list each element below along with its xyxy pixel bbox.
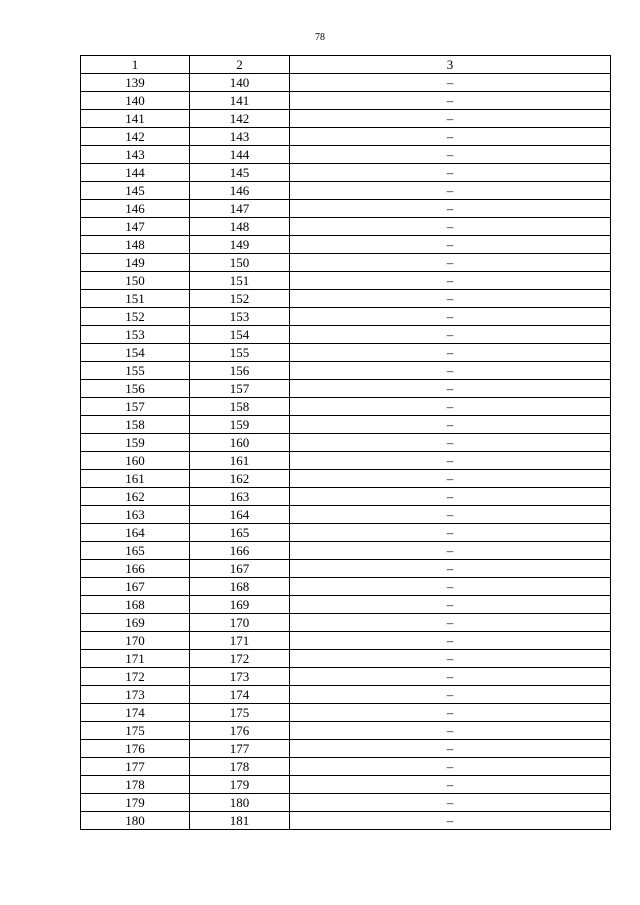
- table-cell-col1: 154: [81, 344, 190, 362]
- table-cell-col3: –: [290, 200, 611, 218]
- table-row: [81, 344, 611, 362]
- table-cell-col1: 152: [81, 308, 190, 326]
- table-row: [81, 200, 611, 218]
- table-row: [81, 524, 611, 542]
- table-cell-col1: 157: [81, 398, 190, 416]
- page-number: 78: [315, 32, 325, 43]
- table-cell-col3: –: [290, 398, 611, 416]
- table-row: [81, 722, 611, 740]
- table-cell-col3: –: [290, 524, 611, 542]
- table-row: [81, 254, 611, 272]
- table-row: [81, 416, 611, 434]
- table-cell-col1: 164: [81, 524, 190, 542]
- table-cell-col3: –: [290, 452, 611, 470]
- table-cell-col1: 163: [81, 506, 190, 524]
- table-row: [81, 380, 611, 398]
- table-cell-col2: 169: [190, 596, 290, 614]
- table-cell-col2: 150: [190, 254, 290, 272]
- table-cell-col3: –: [290, 308, 611, 326]
- table-cell-col2: 161: [190, 452, 290, 470]
- table-cell-col3: –: [290, 128, 611, 146]
- table-row: [81, 128, 611, 146]
- table-cell-col2: 163: [190, 488, 290, 506]
- table-row: [81, 110, 611, 128]
- table-cell-col2: 158: [190, 398, 290, 416]
- table-cell-col3: –: [290, 164, 611, 182]
- column-header-1: 1: [81, 56, 190, 74]
- table-cell-col3: –: [290, 74, 611, 92]
- table-cell-col1: 172: [81, 668, 190, 686]
- table-cell-col3: –: [290, 812, 611, 830]
- table-row: [81, 632, 611, 650]
- table-cell-col2: 144: [190, 146, 290, 164]
- table-cell-col3: –: [290, 470, 611, 488]
- table-row: [81, 218, 611, 236]
- table-cell-col3: –: [290, 182, 611, 200]
- table-cell-col3: –: [290, 218, 611, 236]
- table-cell-col3: –: [290, 560, 611, 578]
- table-row: [81, 686, 611, 704]
- table-body: [81, 74, 611, 830]
- table-cell-col1: 169: [81, 614, 190, 632]
- table-cell-col1: 177: [81, 758, 190, 776]
- table-cell-col1: 178: [81, 776, 190, 794]
- table-cell-col2: 165: [190, 524, 290, 542]
- table-cell-col2: 171: [190, 632, 290, 650]
- table-cell-col1: 176: [81, 740, 190, 758]
- table-row: [81, 758, 611, 776]
- table-header-row: [81, 56, 611, 74]
- table-cell-col3: –: [290, 272, 611, 290]
- table-cell-col2: 175: [190, 704, 290, 722]
- table-cell-col2: 167: [190, 560, 290, 578]
- table-cell-col3: –: [290, 542, 611, 560]
- table-cell-col2: 147: [190, 200, 290, 218]
- table-cell-col3: –: [290, 614, 611, 632]
- table-cell-col2: 166: [190, 542, 290, 560]
- table-cell-col1: 168: [81, 596, 190, 614]
- table-row: [81, 740, 611, 758]
- table-cell-col2: 157: [190, 380, 290, 398]
- table-cell-col1: 173: [81, 686, 190, 704]
- table-row: [81, 290, 611, 308]
- table-cell-col2: 172: [190, 650, 290, 668]
- table-cell-col1: 165: [81, 542, 190, 560]
- table-cell-col1: 153: [81, 326, 190, 344]
- table-row: [81, 146, 611, 164]
- table-row: [81, 596, 611, 614]
- table-cell-col1: 150: [81, 272, 190, 290]
- table-row: [81, 308, 611, 326]
- table-row: [81, 92, 611, 110]
- table-cell-col2: 155: [190, 344, 290, 362]
- table-cell-col1: 175: [81, 722, 190, 740]
- table-cell-col2: 179: [190, 776, 290, 794]
- table-row: [81, 488, 611, 506]
- table-cell-col1: 155: [81, 362, 190, 380]
- table-cell-col1: 139: [81, 74, 190, 92]
- table-cell-col2: 159: [190, 416, 290, 434]
- table-row: [81, 794, 611, 812]
- table-cell-col3: –: [290, 92, 611, 110]
- table-cell-col1: 167: [81, 578, 190, 596]
- table-cell-col1: 144: [81, 164, 190, 182]
- table-cell-col2: 178: [190, 758, 290, 776]
- table-cell-col2: 174: [190, 686, 290, 704]
- table-row: [81, 434, 611, 452]
- table-cell-col2: 156: [190, 362, 290, 380]
- column-header-2: 2: [190, 56, 290, 74]
- table-cell-col3: –: [290, 794, 611, 812]
- table-cell-col3: –: [290, 704, 611, 722]
- table-cell-col1: 160: [81, 452, 190, 470]
- table-cell-col3: –: [290, 326, 611, 344]
- table-cell-col1: 142: [81, 128, 190, 146]
- table-cell-col1: 166: [81, 560, 190, 578]
- table-cell-col1: 174: [81, 704, 190, 722]
- table-cell-col3: –: [290, 740, 611, 758]
- table-row: [81, 614, 611, 632]
- data-table: [80, 55, 611, 830]
- table-row: [81, 542, 611, 560]
- table-row: [81, 650, 611, 668]
- table-row: [81, 776, 611, 794]
- table-cell-col2: 176: [190, 722, 290, 740]
- table-cell-col2: 153: [190, 308, 290, 326]
- table-cell-col1: 149: [81, 254, 190, 272]
- table-cell-col3: –: [290, 290, 611, 308]
- table-cell-col2: 180: [190, 794, 290, 812]
- table-cell-col1: 141: [81, 110, 190, 128]
- table-row: [81, 362, 611, 380]
- table-cell-col2: 181: [190, 812, 290, 830]
- table-cell-col1: 170: [81, 632, 190, 650]
- table-cell-col2: 140: [190, 74, 290, 92]
- table-cell-col3: –: [290, 254, 611, 272]
- table-cell-col3: –: [290, 236, 611, 254]
- table-cell-col2: 151: [190, 272, 290, 290]
- table-cell-col1: 171: [81, 650, 190, 668]
- table-row: [81, 578, 611, 596]
- column-header-3: 3: [290, 56, 611, 74]
- table-row: [81, 812, 611, 830]
- table-cell-col3: –: [290, 632, 611, 650]
- table-cell-col3: –: [290, 146, 611, 164]
- table-cell-col2: 162: [190, 470, 290, 488]
- table-row: [81, 506, 611, 524]
- table-cell-col3: –: [290, 596, 611, 614]
- table-cell-col1: 147: [81, 218, 190, 236]
- table-row: [81, 182, 611, 200]
- table-cell-col1: 148: [81, 236, 190, 254]
- table-cell-col3: –: [290, 722, 611, 740]
- table-cell-col3: –: [290, 110, 611, 128]
- table-cell-col1: 140: [81, 92, 190, 110]
- table-cell-col2: 170: [190, 614, 290, 632]
- table-cell-col2: 160: [190, 434, 290, 452]
- table-cell-col3: –: [290, 488, 611, 506]
- table-row: [81, 668, 611, 686]
- table-cell-col3: –: [290, 776, 611, 794]
- table-cell-col3: –: [290, 650, 611, 668]
- table-cell-col1: 151: [81, 290, 190, 308]
- table-cell-col1: 159: [81, 434, 190, 452]
- table-cell-col2: 142: [190, 110, 290, 128]
- table-cell-col1: 143: [81, 146, 190, 164]
- table-row: [81, 560, 611, 578]
- table-cell-col3: –: [290, 380, 611, 398]
- table-cell-col3: –: [290, 758, 611, 776]
- table-cell-col2: 152: [190, 290, 290, 308]
- table-cell-col2: 146: [190, 182, 290, 200]
- table-cell-col3: –: [290, 686, 611, 704]
- table-cell-col2: 154: [190, 326, 290, 344]
- table-cell-col2: 141: [190, 92, 290, 110]
- table-cell-col2: 164: [190, 506, 290, 524]
- table-row: [81, 272, 611, 290]
- table-cell-col2: 168: [190, 578, 290, 596]
- table-cell-col3: –: [290, 434, 611, 452]
- table-cell-col2: 149: [190, 236, 290, 254]
- table-cell-col1: 145: [81, 182, 190, 200]
- table-cell-col1: 158: [81, 416, 190, 434]
- table-cell-col3: –: [290, 362, 611, 380]
- table-row: [81, 236, 611, 254]
- table-cell-col3: –: [290, 578, 611, 596]
- table-row: [81, 326, 611, 344]
- table-row: [81, 74, 611, 92]
- table-cell-col3: –: [290, 506, 611, 524]
- table-cell-col1: 180: [81, 812, 190, 830]
- table-cell-col2: 177: [190, 740, 290, 758]
- table-cell-col1: 146: [81, 200, 190, 218]
- table-cell-col3: –: [290, 344, 611, 362]
- table-cell-col2: 145: [190, 164, 290, 182]
- table-cell-col1: 161: [81, 470, 190, 488]
- table-cell-col2: 143: [190, 128, 290, 146]
- table-cell-col3: –: [290, 668, 611, 686]
- table-cell-col1: 156: [81, 380, 190, 398]
- table-cell-col1: 179: [81, 794, 190, 812]
- table-cell-col2: 173: [190, 668, 290, 686]
- table-row: [81, 452, 611, 470]
- table-cell-col3: –: [290, 416, 611, 434]
- table-row: [81, 164, 611, 182]
- table-cell-col1: 162: [81, 488, 190, 506]
- table-cell-col2: 148: [190, 218, 290, 236]
- table-row: [81, 398, 611, 416]
- table-row: [81, 470, 611, 488]
- table-row: [81, 704, 611, 722]
